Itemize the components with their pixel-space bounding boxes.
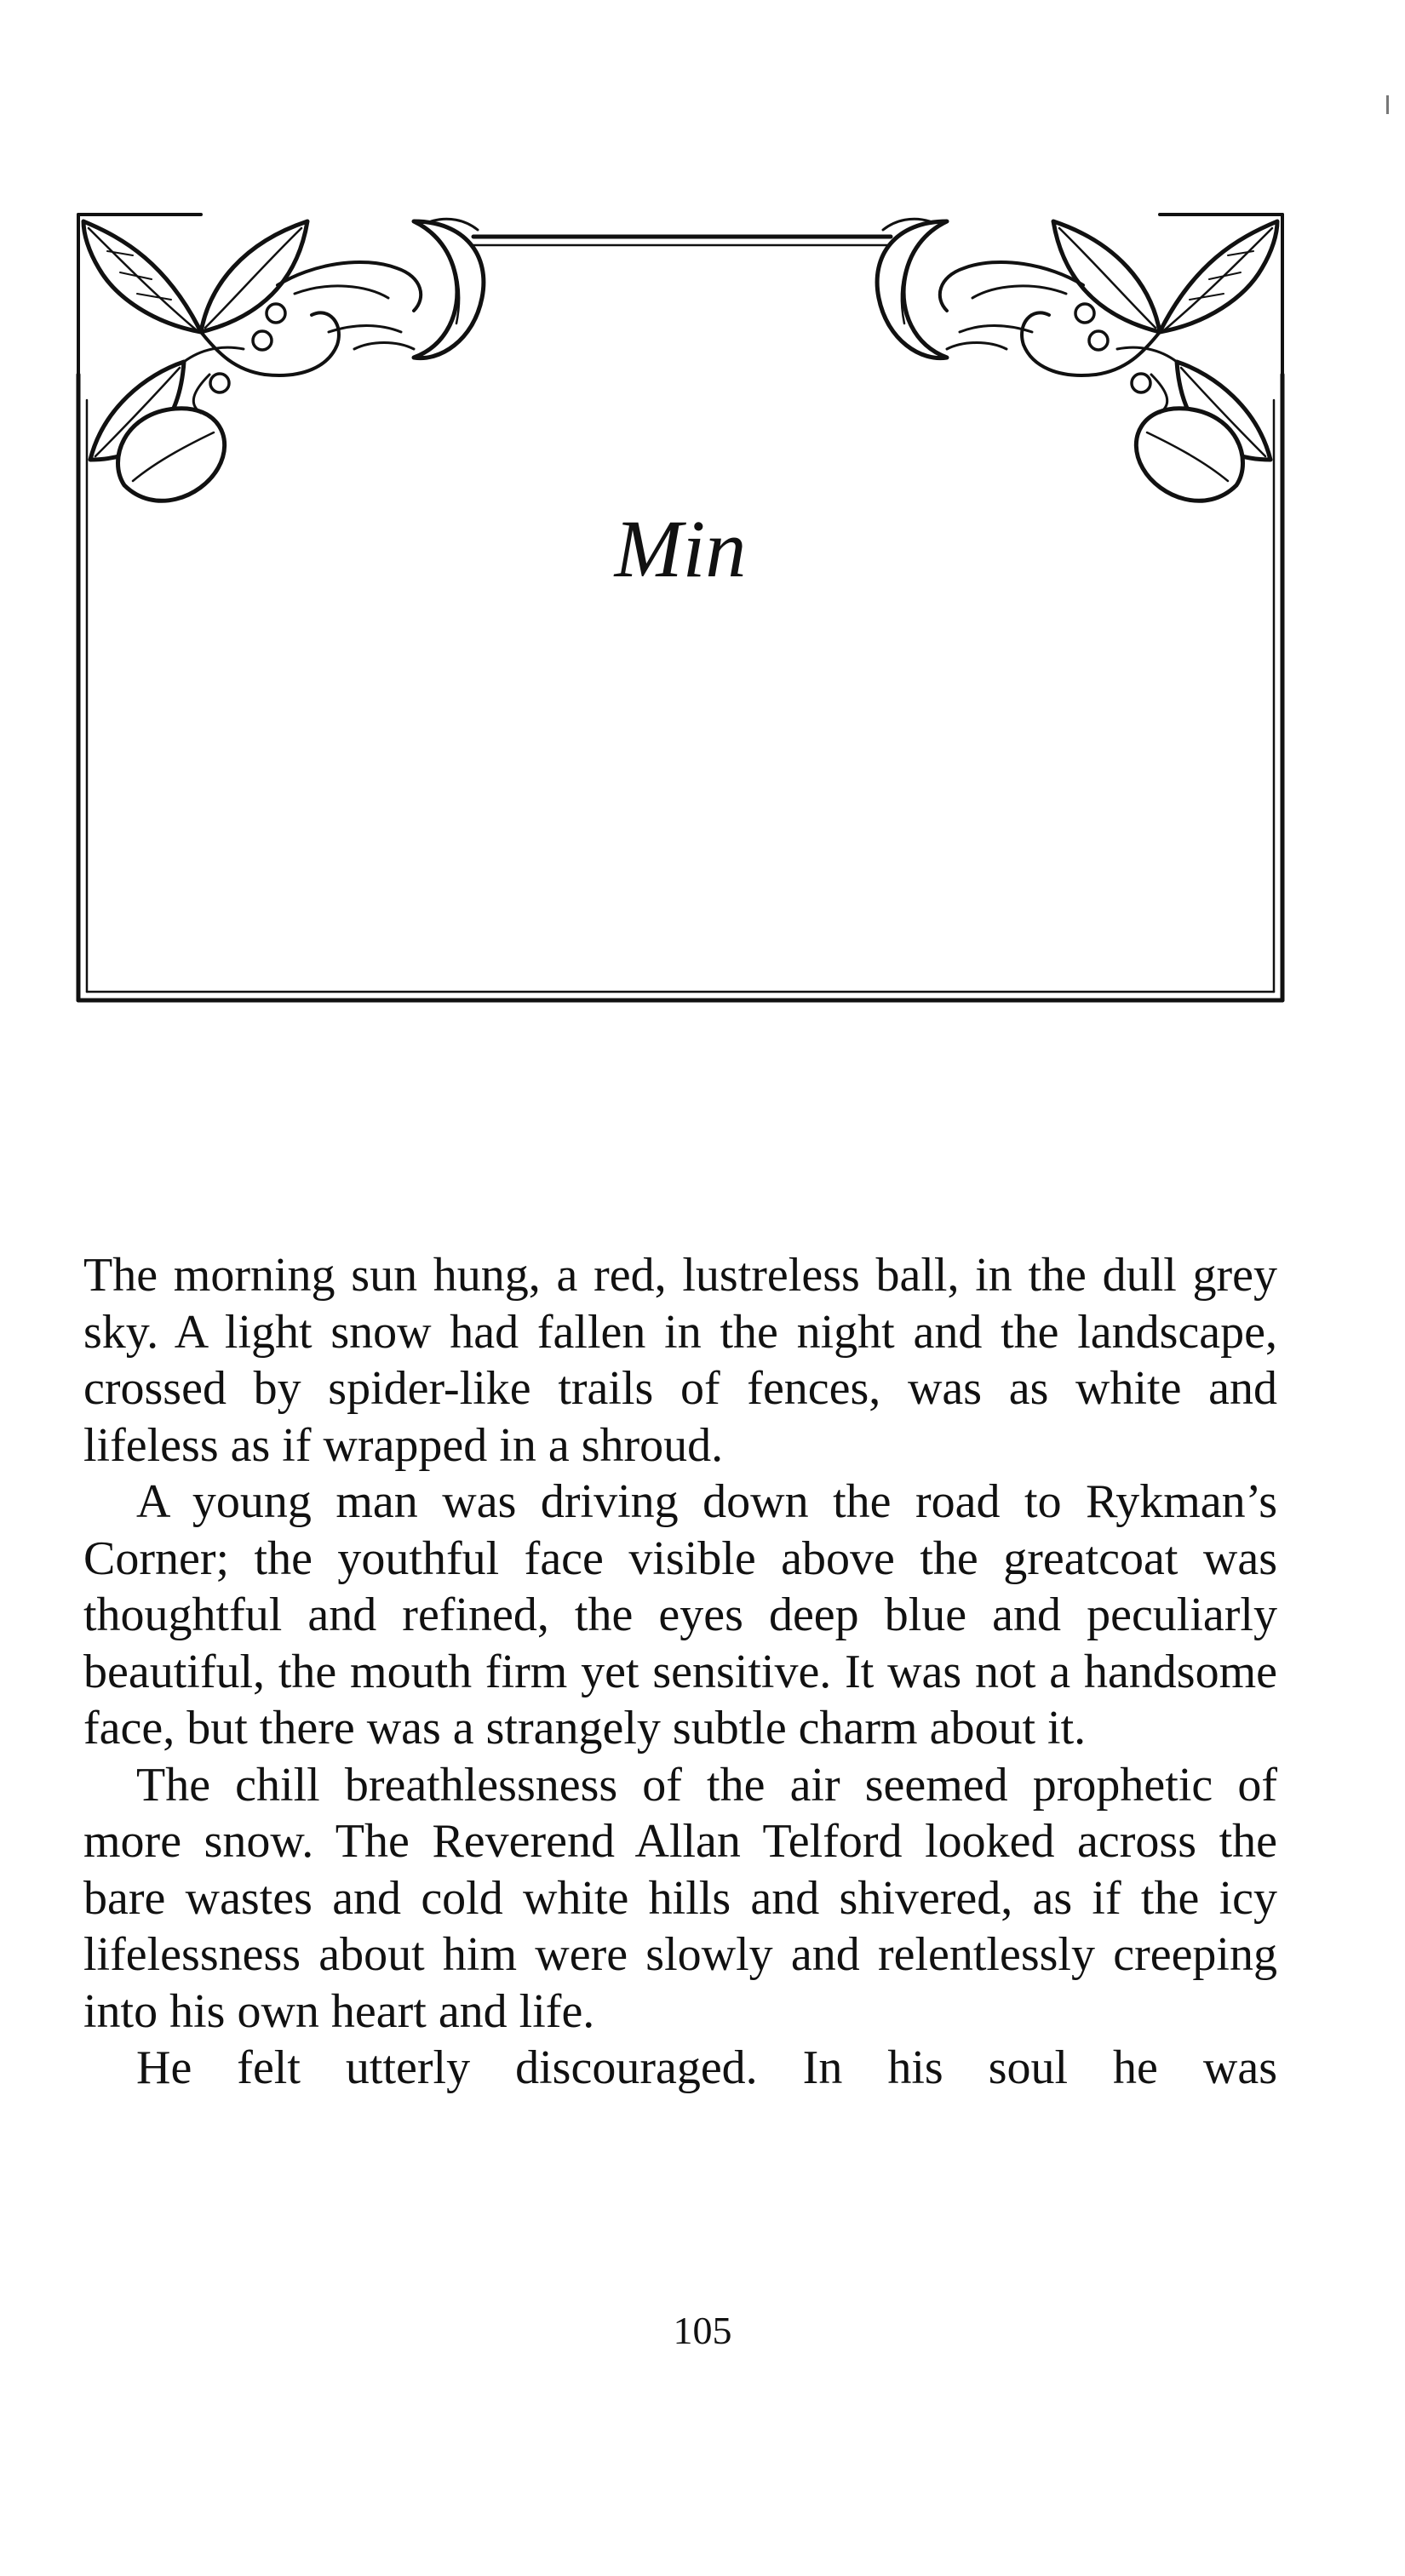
right-corner-ornament [877,215,1282,501]
paragraph: The chill breathlessness of the air seemed prophetic of more snow. The Reverend Allan Telford looked across the bare wastes and cold white hills and shivered, as if the icy lifelessness about him were slowly and relentlessly creeping into his own heart and life. [83,1758,1277,2038]
scan-edge-mark [1386,95,1389,114]
chapter-heading-frame [73,204,1287,1009]
chapter-title: Min [614,503,747,594]
page-number: 105 [673,2309,732,2352]
paragraph: A young man was driving down the road to Rykman’s Corner; the youthful face visible above the greatcoat was thoughtful and refined, the eyes deep blue and peculiarly beautiful, the mouth firm yet sensitive. It was not a handsome face, but there was a strangely subtle charm about it. [83,1475,1277,1755]
ornamental-border [73,204,1287,1009]
left-corner-ornament [78,215,484,501]
body-text [83,1247,1277,2097]
paragraph: He felt utterly discouraged. In his soul he was [136,2041,1277,2094]
paragraph: The morning sun hung, a red, lustreless ball, in the dull grey sky. A light snow had fallen in the night and the landscape, crossed by spider-like trails of fences, was as white and lifeless as if wrapped in a shroud. [83,1249,1277,1472]
